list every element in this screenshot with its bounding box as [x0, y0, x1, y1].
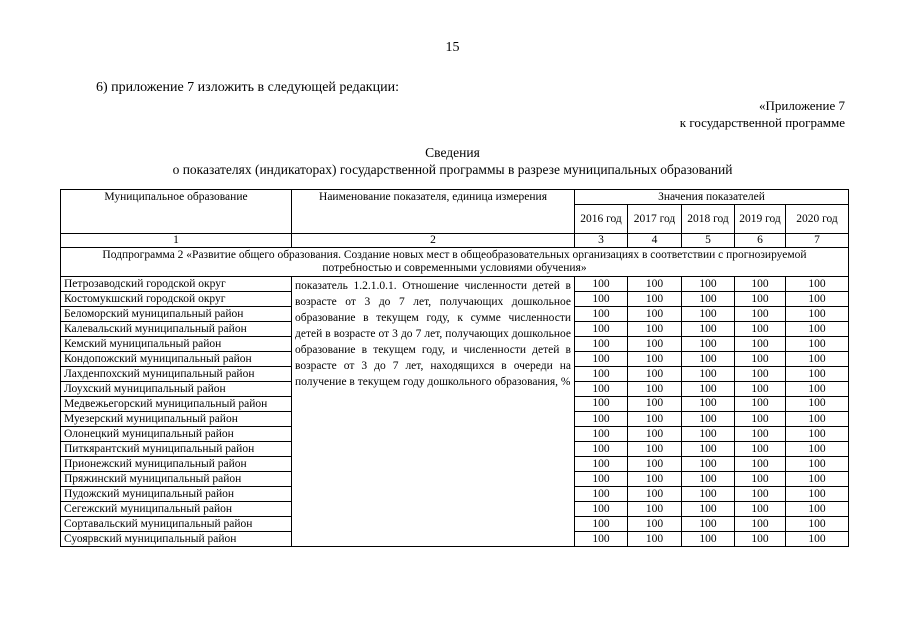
value-cell: 100 — [628, 352, 682, 367]
header-year: 2017 год — [628, 205, 682, 234]
value-cell: 100 — [786, 442, 849, 457]
value-cell: 100 — [682, 292, 735, 307]
intro-text: 6) приложение 7 изложить в следующей редакции: — [96, 80, 399, 95]
value-cell: 100 — [628, 457, 682, 472]
municipality-name: Кемский муниципальный район — [61, 337, 292, 352]
subprogram-heading: Подпрограмма 2 «Развитие общего образования. Создание новых мест в общеобразовательных организациях в соответствии с прогнозируемой потребностью и современными условиями обучения» — [61, 248, 849, 277]
appendix-line-2: к государственной программе — [679, 115, 845, 130]
value-cell: 100 — [786, 382, 849, 397]
value-cell: 100 — [575, 532, 628, 547]
value-cell: 100 — [735, 337, 786, 352]
value-cell: 100 — [735, 427, 786, 442]
value-cell: 100 — [575, 397, 628, 412]
value-cell: 100 — [628, 307, 682, 322]
value-cell: 100 — [682, 487, 735, 502]
title-line-2: о показателях (индикаторах) государственной программы в разрезе муниципальных образований — [172, 162, 733, 177]
value-cell: 100 — [682, 502, 735, 517]
value-cell: 100 — [575, 517, 628, 532]
indicators-table — [60, 189, 849, 547]
column-number: 7 — [786, 234, 849, 248]
value-cell: 100 — [735, 292, 786, 307]
municipality-name: Питкярантский муниципальный район — [61, 442, 292, 457]
municipality-name: Олонецкий муниципальный район — [61, 427, 292, 442]
value-cell: 100 — [786, 517, 849, 532]
header-year: 2016 год — [575, 205, 628, 234]
header-year: 2018 год — [682, 205, 735, 234]
value-cell: 100 — [786, 487, 849, 502]
value-cell: 100 — [682, 337, 735, 352]
value-cell: 100 — [628, 532, 682, 547]
header-values: Значения показателей — [575, 190, 849, 205]
value-cell: 100 — [628, 337, 682, 352]
value-cell: 100 — [628, 367, 682, 382]
value-cell: 100 — [735, 532, 786, 547]
value-cell: 100 — [786, 367, 849, 382]
value-cell: 100 — [682, 277, 735, 292]
value-cell: 100 — [575, 277, 628, 292]
value-cell: 100 — [682, 472, 735, 487]
municipality-name: Петрозаводский городской округ — [61, 277, 292, 292]
value-cell: 100 — [575, 502, 628, 517]
municipality-name: Лахденпохский муниципальный район — [61, 367, 292, 382]
header-municipality: Муниципальное образование — [61, 190, 292, 234]
value-cell: 100 — [735, 307, 786, 322]
municipality-name: Беломорский муниципальный район — [61, 307, 292, 322]
value-cell: 100 — [682, 397, 735, 412]
municipality-name: Кондопожский муниципальный район — [61, 352, 292, 367]
municipality-name: Костомукшский городской округ — [61, 292, 292, 307]
value-cell: 100 — [786, 532, 849, 547]
table-title — [0, 144, 905, 178]
value-cell: 100 — [735, 382, 786, 397]
value-cell: 100 — [682, 412, 735, 427]
value-cell: 100 — [682, 352, 735, 367]
value-cell: 100 — [575, 427, 628, 442]
value-cell: 100 — [786, 277, 849, 292]
value-cell: 100 — [628, 517, 682, 532]
indicator-description: показатель 1.2.1.0.1. Отношение численности детей в возрасте от 3 до 7 лет, получающих дошкольное образование в текущем году, к сумме численности детей в возрасте от 3 до 7 лет, получающих дошкольное образование в текущем году, и численности детей в возрасте от 3 до 7 лет, находящихся в очереди на получение в текущем году дошкольного образования, % — [292, 277, 575, 547]
value-cell: 100 — [628, 472, 682, 487]
value-cell: 100 — [786, 337, 849, 352]
municipality-name: Медвежьегорский муниципальный район — [61, 397, 292, 412]
municipality-name: Калевальский муниципальный район — [61, 322, 292, 337]
value-cell: 100 — [628, 427, 682, 442]
column-number: 3 — [575, 234, 628, 248]
column-number: 6 — [735, 234, 786, 248]
value-cell: 100 — [628, 487, 682, 502]
value-cell: 100 — [682, 382, 735, 397]
value-cell: 100 — [682, 457, 735, 472]
column-number: 4 — [628, 234, 682, 248]
value-cell: 100 — [575, 352, 628, 367]
appendix-line-1: «Приложение 7 — [758, 98, 845, 113]
value-cell: 100 — [735, 472, 786, 487]
municipality-name: Сортавальский муниципальный район — [61, 517, 292, 532]
header-indicator: Наименование показателя, единица измерения — [292, 190, 575, 234]
value-cell: 100 — [735, 277, 786, 292]
value-cell: 100 — [575, 292, 628, 307]
value-cell: 100 — [735, 412, 786, 427]
value-cell: 100 — [628, 277, 682, 292]
value-cell: 100 — [735, 502, 786, 517]
value-cell: 100 — [575, 457, 628, 472]
value-cell: 100 — [735, 517, 786, 532]
value-cell: 100 — [786, 412, 849, 427]
value-cell: 100 — [628, 397, 682, 412]
value-cell: 100 — [786, 397, 849, 412]
value-cell: 100 — [575, 472, 628, 487]
value-cell: 100 — [786, 472, 849, 487]
value-cell: 100 — [786, 292, 849, 307]
value-cell: 100 — [735, 352, 786, 367]
value-cell: 100 — [682, 442, 735, 457]
value-cell: 100 — [575, 487, 628, 502]
value-cell: 100 — [682, 427, 735, 442]
value-cell: 100 — [786, 307, 849, 322]
value-cell: 100 — [682, 307, 735, 322]
value-cell: 100 — [682, 532, 735, 547]
value-cell: 100 — [735, 457, 786, 472]
value-cell: 100 — [786, 502, 849, 517]
value-cell: 100 — [735, 397, 786, 412]
value-cell: 100 — [735, 322, 786, 337]
value-cell: 100 — [575, 337, 628, 352]
header-year: 2019 год — [735, 205, 786, 234]
column-number: 1 — [61, 234, 292, 248]
value-cell: 100 — [575, 307, 628, 322]
value-cell: 100 — [682, 517, 735, 532]
value-cell: 100 — [628, 292, 682, 307]
value-cell: 100 — [735, 442, 786, 457]
header-year: 2020 год — [786, 205, 849, 234]
value-cell: 100 — [628, 322, 682, 337]
value-cell: 100 — [786, 322, 849, 337]
value-cell: 100 — [786, 427, 849, 442]
municipality-name: Муезерский муниципальный район — [61, 412, 292, 427]
page-number: 15 — [445, 40, 460, 55]
value-cell: 100 — [628, 442, 682, 457]
value-cell: 100 — [735, 367, 786, 382]
appendix-reference — [680, 97, 845, 131]
value-cell: 100 — [735, 487, 786, 502]
value-cell: 100 — [786, 352, 849, 367]
table-row — [61, 277, 849, 292]
value-cell: 100 — [628, 382, 682, 397]
value-cell: 100 — [575, 442, 628, 457]
value-cell: 100 — [682, 367, 735, 382]
value-cell: 100 — [628, 502, 682, 517]
municipality-name: Суоярвский муниципальный район — [61, 532, 292, 547]
value-cell: 100 — [682, 322, 735, 337]
value-cell: 100 — [575, 367, 628, 382]
column-number: 2 — [292, 234, 575, 248]
title-line-1: Сведения — [425, 145, 480, 160]
value-cell: 100 — [575, 382, 628, 397]
municipality-name: Пудожский муниципальный район — [61, 487, 292, 502]
value-cell: 100 — [628, 412, 682, 427]
value-cell: 100 — [575, 322, 628, 337]
value-cell: 100 — [575, 412, 628, 427]
column-number: 5 — [682, 234, 735, 248]
municipality-name: Сегежский муниципальный район — [61, 502, 292, 517]
value-cell: 100 — [786, 457, 849, 472]
municipality-name: Лоухский муниципальный район — [61, 382, 292, 397]
municipality-name: Прионежский муниципальный район — [61, 457, 292, 472]
municipality-name: Пряжинский муниципальный район — [61, 472, 292, 487]
